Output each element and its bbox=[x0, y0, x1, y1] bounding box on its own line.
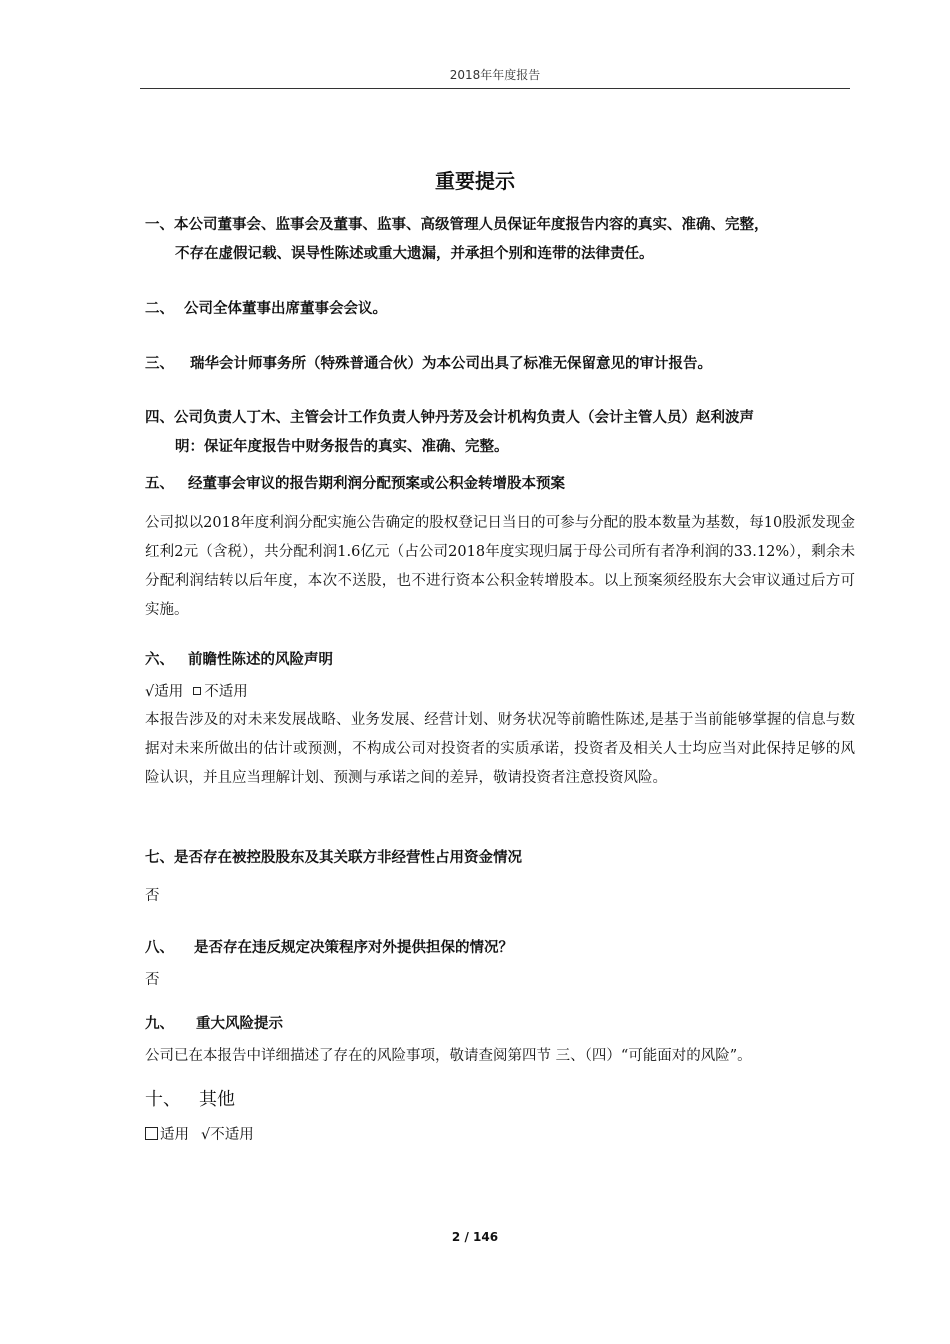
section-6-heading: 前瞻性陈述的风险声明 bbox=[188, 652, 333, 668]
option-applicable-checked: √适用 bbox=[145, 684, 184, 700]
section-5 bbox=[145, 470, 855, 499]
section-8-number: 八、 bbox=[145, 940, 174, 956]
checkbox-icon bbox=[193, 687, 201, 695]
section-2-heading: 公司全体董事出席董事会会议。 bbox=[184, 301, 387, 317]
section-2-number: 二、 bbox=[145, 301, 174, 317]
section-7 bbox=[145, 844, 855, 873]
section-7-heading: 是否存在被控股股东及其关联方非经营性占用资金情况 bbox=[174, 850, 522, 866]
section-6-options bbox=[145, 678, 855, 707]
empty-checkbox-icon bbox=[145, 1127, 158, 1140]
section-9-heading: 重大风险提示 bbox=[196, 1016, 283, 1032]
section-1-line1: 本公司董事会、监事会及董事、监事、高级管理人员保证年度报告内容的真实、准确、完整， bbox=[174, 217, 769, 233]
section-3-heading: 瑞华会计师事务所（特殊普通合伙）为本公司出具了标准无保留意见的审计报告。 bbox=[190, 356, 712, 372]
section-3 bbox=[145, 350, 855, 379]
section-5-number: 五、 bbox=[145, 476, 174, 492]
section-4-number: 四、 bbox=[145, 410, 174, 426]
section-4 bbox=[145, 404, 855, 462]
section-9-body: 公司已在本报告中详细描述了存在的风险事项，敬请查阅第四节 三、（四）“可能面对的风险”。 bbox=[145, 1048, 752, 1064]
page-number: 2 / 146 bbox=[451, 1230, 499, 1244]
section-5-heading: 经董事会审议的报告期利润分配预案或公积金转增股本预案 bbox=[188, 476, 565, 492]
section-10-number: 十、 bbox=[145, 1089, 181, 1110]
section-6 bbox=[145, 646, 855, 675]
section-2 bbox=[145, 295, 855, 324]
section-5-body: 公司拟以2018年度利润分配实施公告确定的股权登记日当日的可参与分配的股本数量为基数，每10股派发现金红利2元（含税），共分配利润1.6亿元（占公司2018年度实现归属于母公司所有者净利润的33.12%），剩余未分配利润结转以后年度，本次不送股，也不进行资本公积金转增股本。以上预案须经股东大会审议通过后方可实施。 bbox=[145, 515, 855, 618]
section-8 bbox=[145, 934, 855, 963]
section-1-line2: 不存在虚假记载、误导性陈述或重大遗漏，并承担个别和连带的法律责任。 bbox=[175, 246, 654, 262]
section-4-line1: 公司负责人丁木、主管会计工作负责人钟丹芳及会计机构负责人（会计主管人员）赵利波声 bbox=[174, 410, 754, 426]
section-6-number: 六、 bbox=[145, 652, 174, 668]
section-8-answer: 否 bbox=[145, 972, 160, 988]
section-1-number: 一、 bbox=[145, 217, 174, 233]
section-7-number: 七、 bbox=[145, 850, 174, 866]
section-10-heading: 其他 bbox=[199, 1089, 235, 1110]
section-9-number: 九、 bbox=[145, 1016, 174, 1032]
section-6-body: 本报告涉及的对未来发展战略、业务发展、经营计划、财务状况等前瞻性陈述,是基于当前能够掌握的信息与数据对未来所做出的估计或预测，不构成公司对投资者的实质承诺，投资者及相关人士均应当对此保持足够的风险认识，并且应当理解计划、预测与承诺之间的差异，敬请投资者注意投资风险。 bbox=[145, 712, 855, 786]
section-1 bbox=[145, 211, 855, 269]
section-8-heading: 是否存在违反规定决策程序对外提供担保的情况？ bbox=[194, 940, 513, 956]
section-10-options bbox=[145, 1121, 855, 1150]
section-4-line2: 明：保证年度报告中财务报告的真实、准确、完整。 bbox=[175, 439, 509, 455]
section-7-answer: 否 bbox=[145, 888, 160, 904]
section-3-number: 三、 bbox=[145, 356, 174, 372]
option-applicable: 适用 bbox=[160, 1127, 189, 1143]
option-not-applicable: 不适用 bbox=[204, 684, 248, 700]
page-header: 2018年年度报告 bbox=[140, 66, 850, 89]
option-not-applicable-checked: √不适用 bbox=[201, 1127, 254, 1143]
section-10 bbox=[145, 1087, 855, 1113]
page-title: 重要提示 bbox=[435, 169, 515, 193]
section-9 bbox=[145, 1010, 855, 1039]
